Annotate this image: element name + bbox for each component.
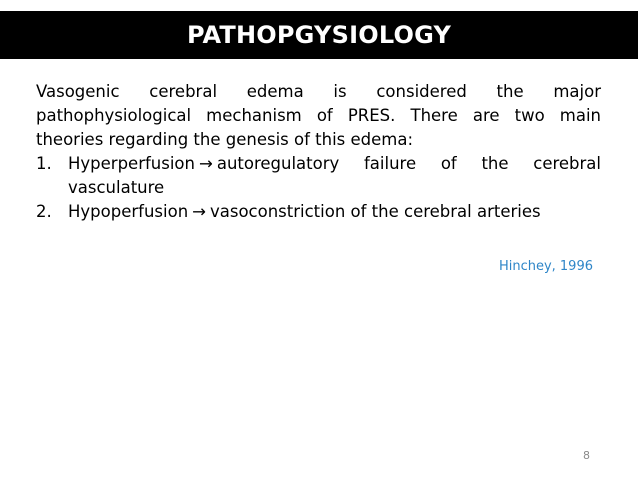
slide-title: PATHOPGYSIOLOGY xyxy=(186,21,452,49)
page-number: 8 xyxy=(583,449,590,462)
citation: Hinchey, 1996 xyxy=(498,259,593,274)
list-item-effect: autoregulatory failure of the cerebral vasculature xyxy=(68,154,601,197)
list-item-cause: Hypoperfusion xyxy=(68,202,189,221)
intro-paragraph: Vasogenic cerebral edema is considered the major pathophysiological mechanism of PRES. There are two main theories regarding the genesis of this edema: xyxy=(36,82,601,149)
list-item-number: 2. xyxy=(36,202,52,221)
arrow-right-icon: → xyxy=(192,202,206,221)
list-item-effect: vasoconstriction of the cerebral arteries xyxy=(209,202,541,221)
list-item-text xyxy=(68,152,601,200)
list-item-cause: Hyperperfusion xyxy=(68,154,195,173)
list-item-number: 1. xyxy=(36,154,52,173)
slide-content xyxy=(36,80,601,224)
theory-list xyxy=(36,152,601,224)
title-bar xyxy=(0,11,638,59)
list-item xyxy=(36,152,601,200)
arrow-right-icon: → xyxy=(199,154,213,173)
list-item-text xyxy=(68,200,601,224)
list-item xyxy=(36,200,601,224)
